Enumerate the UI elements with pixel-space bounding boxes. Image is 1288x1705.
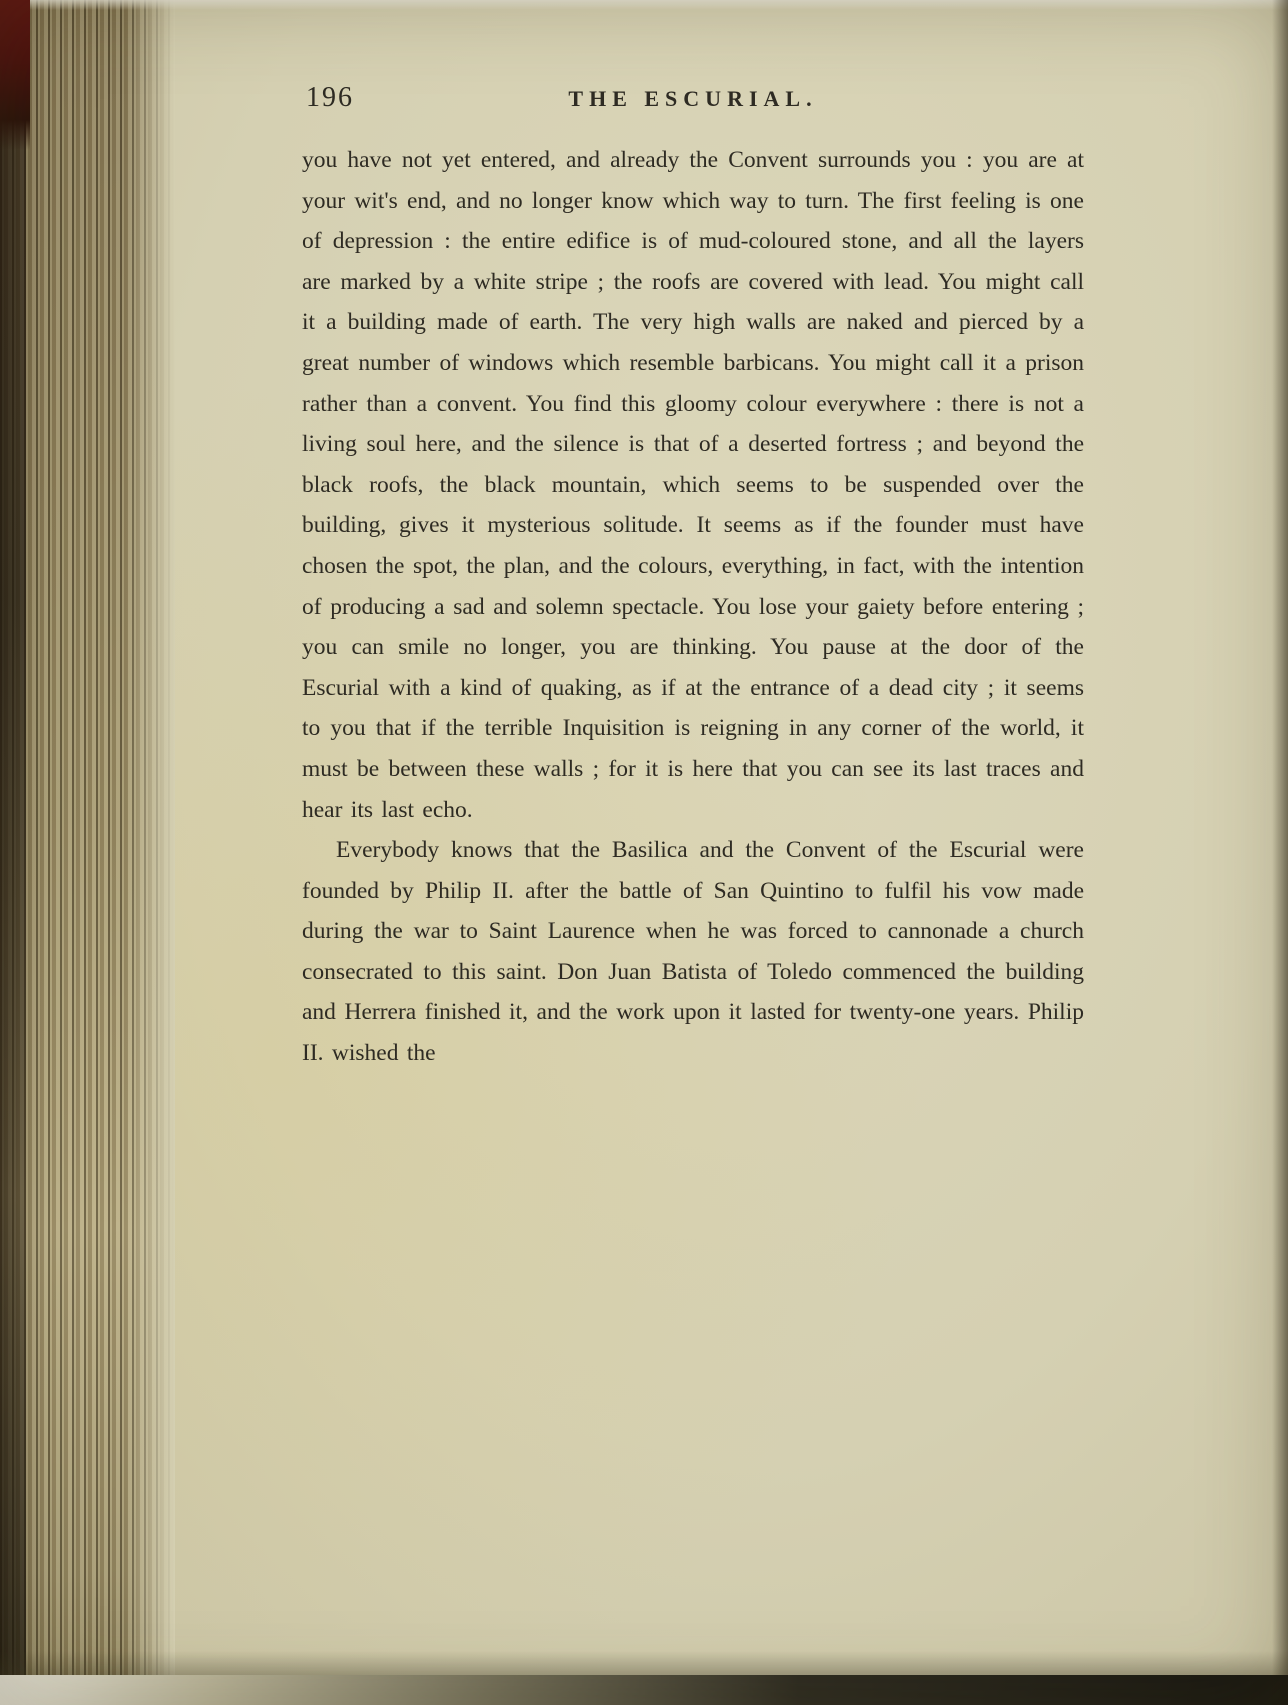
scan-top-edge	[30, 0, 1288, 10]
body-text	[302, 140, 1084, 1074]
running-title: THE ESCURIAL.	[568, 86, 818, 111]
paragraph: Everybody knows that the Basilica and the Convent of the Escurial were founded by Philip II. after the battle of San Quintino to fulfil his vow made during the war to Saint Laurence when he was forced to cannonade a church consecrated to this saint. Don Juan Batista of Toledo commenced the building and Herrera finished it, and the work upon it lasted for twenty-one years. Philip II. wished the	[302, 837, 1084, 1067]
book-spine-edge	[0, 0, 175, 1705]
page-header	[302, 76, 1084, 124]
paragraph-continuation: you have not yet entered, and already the Convent surrounds you : you are at your wit's end, and no longer know which way to turn. The first feeling is one of depression : the entire edifice is of mud-coloured stone, and all the layers are marked by a white stripe ; the roofs are covered with lead. You might call it a building made of earth. The very high walls are naked and pierced by a great number of windows which resemble barbicans. You might call it a prison rather than a convent. You find this gloomy colour everywhere : there is not a living soul here, and the silence is that of a deserted fortress ; and beyond the black roofs, the black mountain, which seems to be suspended over the building, gives it mysterious solitude. It seems as if the founder must have chosen the spot, the plan, and the colours, everything, in fact, with the intention of producing a sad and solemn spectacle. You lose your gaiety before entering ; you can smile no longer, you are thinking. You pause at the door of the Escurial with a kind of quaking, as if at the entrance of a dead city ; it seems to you that if the terrible Inquisition is reigning in any corner of the world, it must be between these walls ; for it is here that you can see its last traces and hear its last echo.	[302, 147, 1084, 823]
page-number: 196	[306, 82, 354, 113]
scan-bottom-shadow	[0, 1651, 1288, 1677]
scan-bottom-edge	[0, 1675, 1288, 1705]
scan-right-edge	[1272, 0, 1288, 1705]
binding-corner-shadow	[0, 0, 30, 150]
printed-text-block	[302, 76, 1084, 1074]
